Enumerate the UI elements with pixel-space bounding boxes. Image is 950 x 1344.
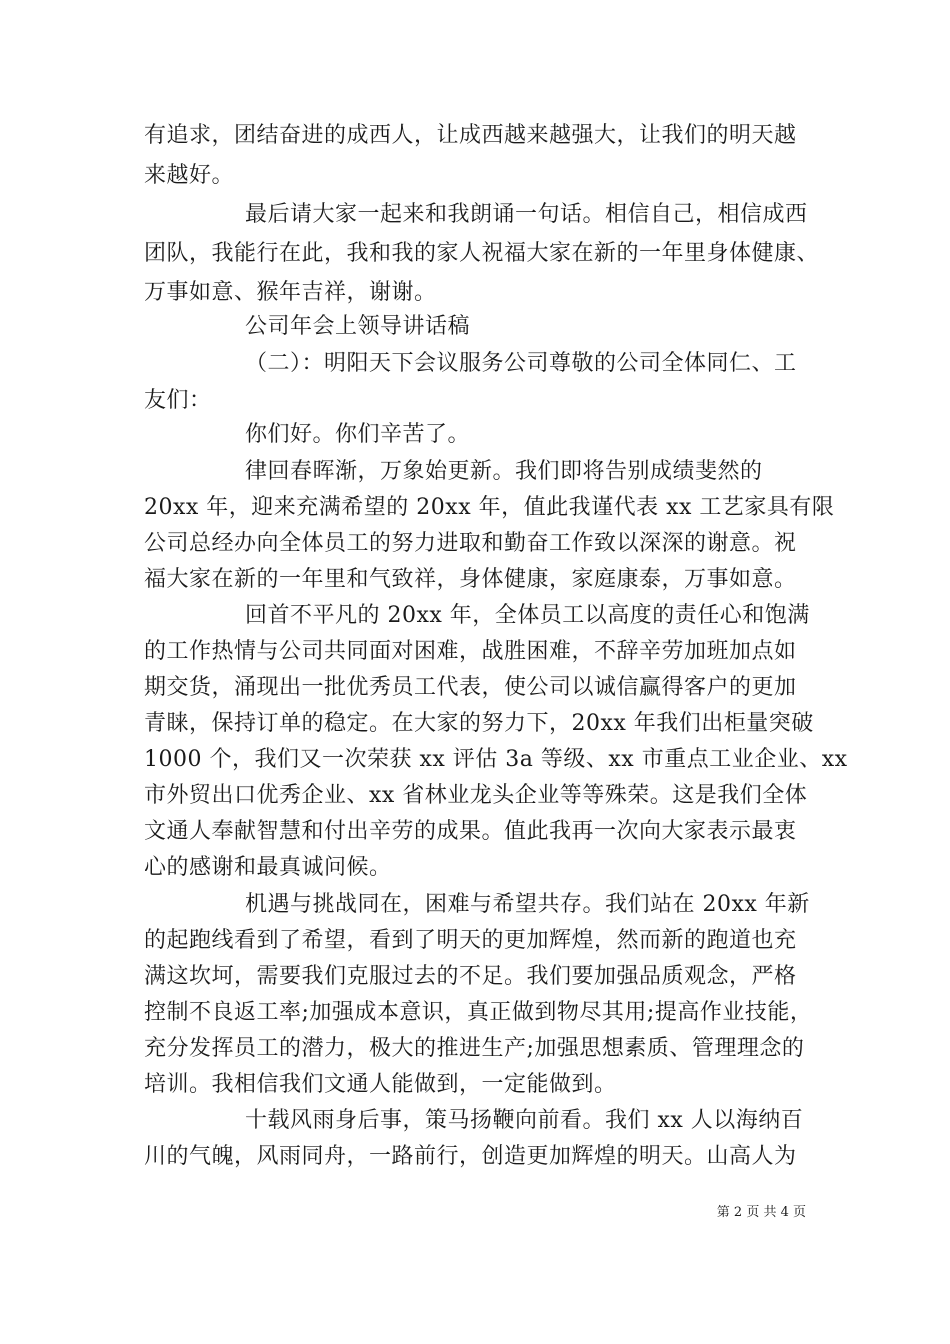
text-line: 福大家在新的一年里和气致祥，身体健康，家庭康泰，万事如意。: [144, 567, 797, 592]
text-line: 期交货，涌现出一批优秀员工代表，使公司以诚信赢得客户的更加: [144, 675, 797, 700]
text-line: 文通人奉献智慧和付出辛劳的成果。值此我再一次向大家表示最衷: [144, 819, 797, 844]
text-line: 你们好。你们辛苦了。: [245, 422, 471, 447]
text-line: （二）：明阳天下会议服务公司尊敬的公司全体同仁、工: [245, 351, 797, 376]
text-line: 十载风雨身后事，策马扬鞭向前看。我们 xx 人以海纳百: [245, 1108, 804, 1133]
text-line: 培训。我相信我们文通人能做到，一定能做到。: [144, 1072, 617, 1097]
text-line: 充分发挥员工的潜力，极大的推进生产;加强思想素质、管理理念的: [144, 1036, 805, 1061]
text-line: 1000 个，我们又一次荣获 xx 评估 3a 等级、xx 市重点工业企业、xx: [144, 747, 848, 772]
text-line: 万事如意、猴年吉祥，谢谢。: [144, 280, 437, 305]
text-line: 来越好。: [144, 163, 235, 188]
text-line: 机遇与挑战同在，困难与希望共存。我们站在 20xx 年新: [245, 892, 810, 917]
text-line: 公司总经办向全体员工的努力进取和勤奋工作致以深深的谢意。祝: [144, 531, 797, 556]
text-line: 心的感谢和最真诚问候。: [144, 855, 392, 880]
text-line: 友们：: [144, 388, 212, 413]
text-line: 川的气魄，风雨同舟，一路前行，创造更加辉煌的明天。山高人为: [144, 1144, 797, 1169]
text-line: 最后请大家一起来和我朗诵一句话。相信自己，相信成西: [245, 202, 808, 227]
page-number: 第 2 页 共 4 页: [716, 1205, 806, 1220]
text-line: 律回春晖渐，万象始更新。我们即将告别成绩斐然的: [245, 459, 763, 484]
section-title: 公司年会上领导讲话稿: [245, 314, 471, 339]
text-line: 满这坎坷，需要我们克服过去的不足。我们要加强品质观念，严格: [144, 964, 797, 989]
text-line: 控制不良返工率;加强成本意识，真正做到物尽其用;提高作业技能，: [144, 1000, 813, 1025]
text-line: 有追求，团结奋进的成西人，让成西越来越强大，让我们的明天越: [144, 123, 797, 148]
text-line: 市外贸出口优秀企业、xx 省林业龙头企业等等殊荣。这是我们全体: [144, 783, 808, 808]
text-line: 20xx 年，迎来充满希望的 20xx 年，值此我谨代表 xx 工艺家具有限: [144, 495, 835, 520]
text-line: 团队，我能行在此，我和我的家人祝福大家在新的一年里身体健康、: [144, 241, 820, 266]
text-line: 青睐，保持订单的稳定。在大家的努力下，20xx 年我们出柜量突破: [144, 711, 814, 736]
text-line: 的起跑线看到了希望，看到了明天的更加辉煌，然而新的跑道也充: [144, 928, 797, 953]
text-line: 回首不平凡的 20xx 年，全体员工以高度的责任心和饱满: [245, 603, 810, 628]
text-line: 的工作热情与公司共同面对困难，战胜困难，不辞辛劳加班加点如: [144, 639, 797, 664]
